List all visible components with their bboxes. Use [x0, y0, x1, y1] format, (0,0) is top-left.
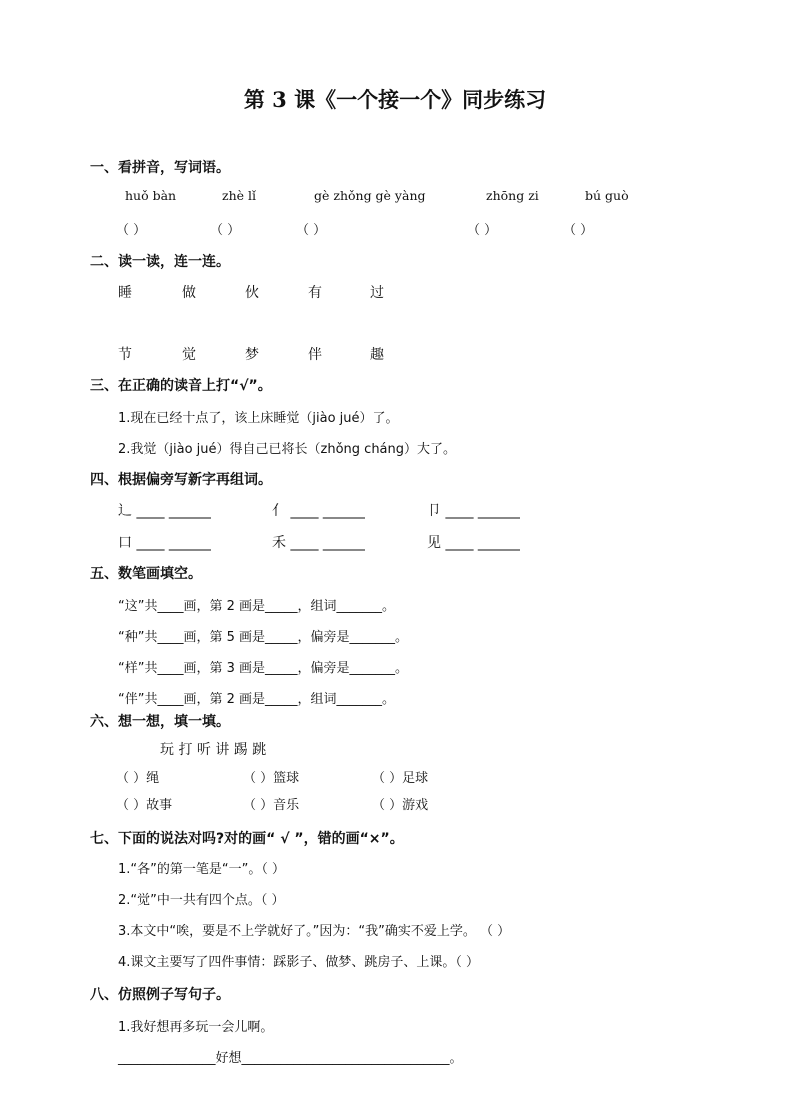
match-char-bottom[interactable]: 伴	[308, 347, 322, 363]
section-5-heading: 五、数笔画填空。	[90, 566, 202, 582]
pinyin-2: zhè lǐ	[222, 188, 257, 203]
fill-blank[interactable]: （ ）绳	[116, 771, 160, 786]
question-3-1: 1.现在已经十点了，该上床睡觉（jiào jué）了。	[118, 411, 399, 426]
pinyin-5: bú guò	[585, 188, 629, 203]
fill-blank[interactable]: （ ）足球	[372, 771, 429, 786]
question-3-2: 2.我觉（jiào jué）得自己已将长（zhǒng cháng）大了。	[118, 442, 457, 457]
match-char-bottom[interactable]: 趣	[370, 347, 384, 363]
true-false-item[interactable]: 2.“觉”中一共有四个点。（ ）	[118, 893, 285, 908]
section-1-heading: 一、看拼音，写词语。	[90, 160, 230, 176]
match-char-top[interactable]: 睡	[118, 285, 132, 301]
answer-blank-4[interactable]: （ ）	[467, 223, 498, 238]
section-4-heading: 四、根据偏旁写新字再组词。	[90, 472, 272, 488]
answer-blank-5[interactable]: （ ）	[563, 223, 594, 238]
match-char-top[interactable]: 伙	[245, 285, 259, 301]
radical-row[interactable]: 口 ____ ______	[118, 535, 211, 551]
radical-row[interactable]: 卩 ____ ______	[427, 503, 520, 519]
sentence-blank[interactable]: _______________好想________________________________。	[118, 1051, 463, 1066]
word-bank: 玩 打 听 讲 踢 跳	[160, 742, 267, 758]
example-sentence: 1.我好想再多玩一会儿啊。	[118, 1020, 274, 1035]
radical-row[interactable]: 辶 ____ ______	[118, 503, 211, 519]
match-char-top[interactable]: 有	[308, 285, 322, 301]
match-char-top[interactable]: 做	[182, 285, 196, 301]
answer-blank-1[interactable]: （ ）	[116, 223, 147, 238]
fill-blank[interactable]: （ ）游戏	[372, 798, 429, 813]
radical-row[interactable]: 禾 ____ ______	[272, 535, 365, 551]
stroke-line-4[interactable]: “伴”共____画，第 2 画是_____，组词_______。	[118, 692, 396, 707]
radical-row[interactable]: 亻 ____ ______	[272, 503, 365, 519]
section-8-heading: 八、仿照例子写句子。	[90, 987, 230, 1003]
pinyin-3: gè zhǒng gè yàng	[314, 188, 426, 203]
stroke-line-1[interactable]: “这”共____画，第 2 画是_____，组词_______。	[118, 599, 396, 614]
section-7-heading: 七、下面的说法对吗?对的画“ √ ”，错的画“×”。	[90, 831, 404, 847]
radical-row[interactable]: 见 ____ ______	[427, 535, 520, 551]
match-char-bottom[interactable]: 节	[118, 347, 132, 363]
fill-blank[interactable]: （ ）音乐	[243, 798, 300, 813]
fill-blank[interactable]: （ ）故事	[116, 798, 173, 813]
answer-blank-3[interactable]: （ ）	[296, 223, 327, 238]
true-false-item[interactable]: 4.课文主要写了四件事情：踩影子、做梦、跳房子、上课。（ ）	[118, 955, 480, 970]
fill-blank[interactable]: （ ）篮球	[243, 771, 300, 786]
section-3-heading: 三、在正确的读音上打“√”。	[90, 378, 272, 394]
true-false-item[interactable]: 3.本文中“唉，要是不上学就好了。”因为：“我”确实不爱上学。 （ ）	[118, 924, 511, 939]
stroke-line-3[interactable]: “样”共____画，第 3 画是_____，偏旁是_______。	[118, 661, 409, 676]
true-false-item[interactable]: 1.“各”的第一笔是“一”。（ ）	[118, 862, 285, 877]
stroke-line-2[interactable]: “种”共____画，第 5 画是_____，偏旁是_______。	[118, 630, 409, 645]
answer-blank-2[interactable]: （ ）	[210, 223, 241, 238]
page-title: 第 3 课《一个接一个》同步练习	[243, 87, 547, 112]
pinyin-1: huǒ bàn	[125, 188, 177, 203]
section-2-heading: 二、读一读，连一连。	[90, 254, 230, 270]
match-char-top[interactable]: 过	[370, 285, 384, 301]
pinyin-4: zhōng zi	[486, 188, 539, 203]
match-char-bottom[interactable]: 觉	[182, 347, 196, 363]
match-char-bottom[interactable]: 梦	[245, 347, 259, 363]
section-6-heading: 六、想一想，填一填。	[90, 714, 230, 730]
